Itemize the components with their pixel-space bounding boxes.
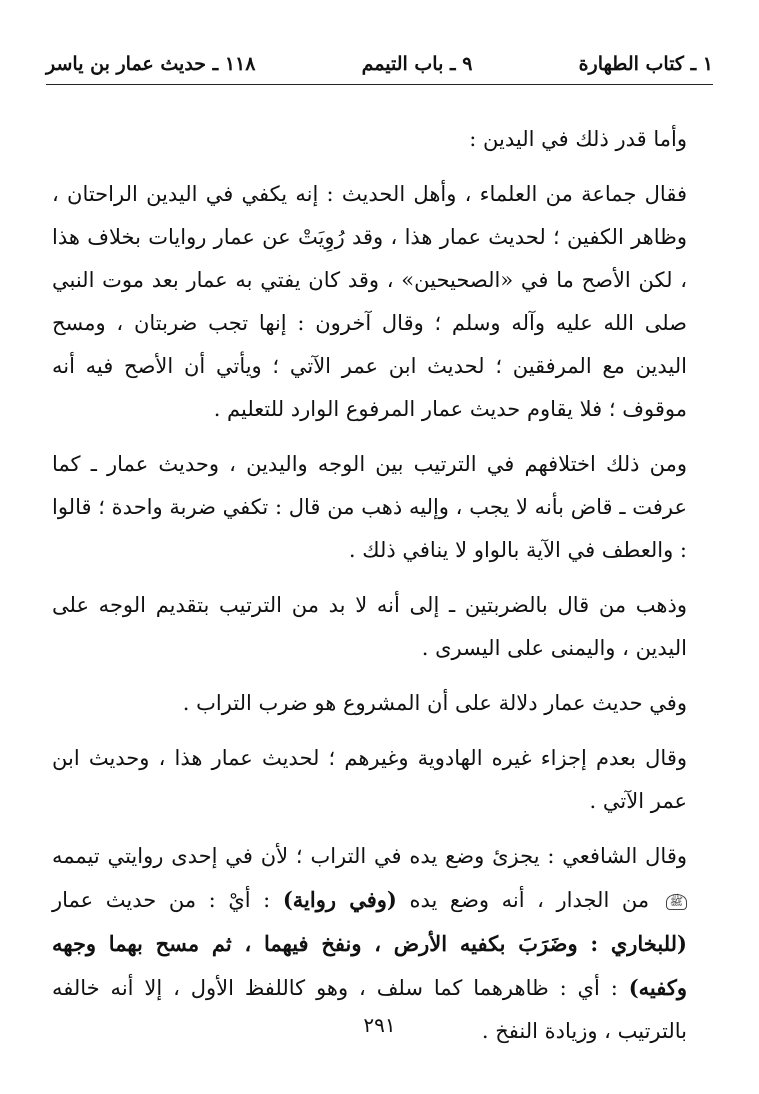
paragraph-4: وذهب من قال بالضربتين ـ إلى أنه لا بد من الترتيب بتقديم الوجه على اليدين ، واليمنى على اليسرى . [52,593,687,660]
header-divider [46,84,713,85]
header-chapter-title: ٩ ـ باب التيمم [361,53,473,75]
header-hadith-title: ١١٨ ـ حديث عمار بن ياسر [46,53,256,75]
paragraph-7-part-b: من الجدار ، أنه وضع يده [409,888,650,912]
paragraph-2: فقال جماعة من العلماء ، وأهل الحديث : إنه يكفي في اليدين الراحتان ، وظاهر الكفين ؛ لحديث عمار هذا ، وقد رُوِيَتْ عن عمار روايات بخلاف هذا ، لكن الأصح ما في «الصحيحين» ، وقد كان يفتي به عمار بعد موت النبي صلى الله عليه وآله وسلم ؛ وقال آخرون : إنها تجب ضربتان ، ومسح اليدين مع المرفقين ؛ لحديث ابن عمر الآتي ؛ ويأتي أن الأصح فيه أنه موقوف ؛ فلا يقاوم حديث عمار المرفوع الوارد للتعليم . [52,182,687,421]
paragraph-7-bold-bukhari: (للبخاري : وضَرَبَ بكفيه الأرض ، ونفخ فيهما ، ثم مسح بهما وجهه وكفيه) [52,931,687,1000]
page-body [52,118,707,1065]
paragraph-7-bold-riwaya: (وفي رواية) [282,887,397,912]
paragraph-7-part-d: : أيْ : من حديث عمار [52,888,271,912]
paragraph-3: ومن ذلك اختلافهم في الترتيب بين الوجه واليدين ، وحديث عمار ـ كما عرفت ـ قاض بأنه لا يجب ، وإليه ذهب من قال : تكفي ضربة واحدة ؛ قالوا : والعطف في الآية بالواو لا ينافي ذلك . [52,452,687,562]
paragraph-1: وأما قدر ذلك في اليدين : [469,127,687,151]
salawat-symbol: ﷺ [666,894,687,910]
header-book-title: ١ ـ كتاب الطهارة [578,53,713,75]
running-header [46,48,713,80]
paragraph-5: وفي حديث عمار دلالة على أن المشروع هو ضرب التراب . [182,691,687,715]
paragraph-6: وقال بعدم إجزاء غيره الهادوية وغيرهم ؛ لحديث عمار هذا ، وحديث ابن عمر الآتي . [52,746,687,813]
paragraph-7-part-f: : أي : ظاهرهما كما سلف ، وهو كاللفظ الأول ، إلا أنه خالفه بالترتيب ، وزيادة النفخ . [52,976,687,1043]
page-number: ٢٩١ [363,1013,396,1037]
paragraph-7-part-a: وقال الشافعي : يجزئ وضع يده في التراب ؛ لأن في إحدى روايتي تيممه [52,844,687,868]
